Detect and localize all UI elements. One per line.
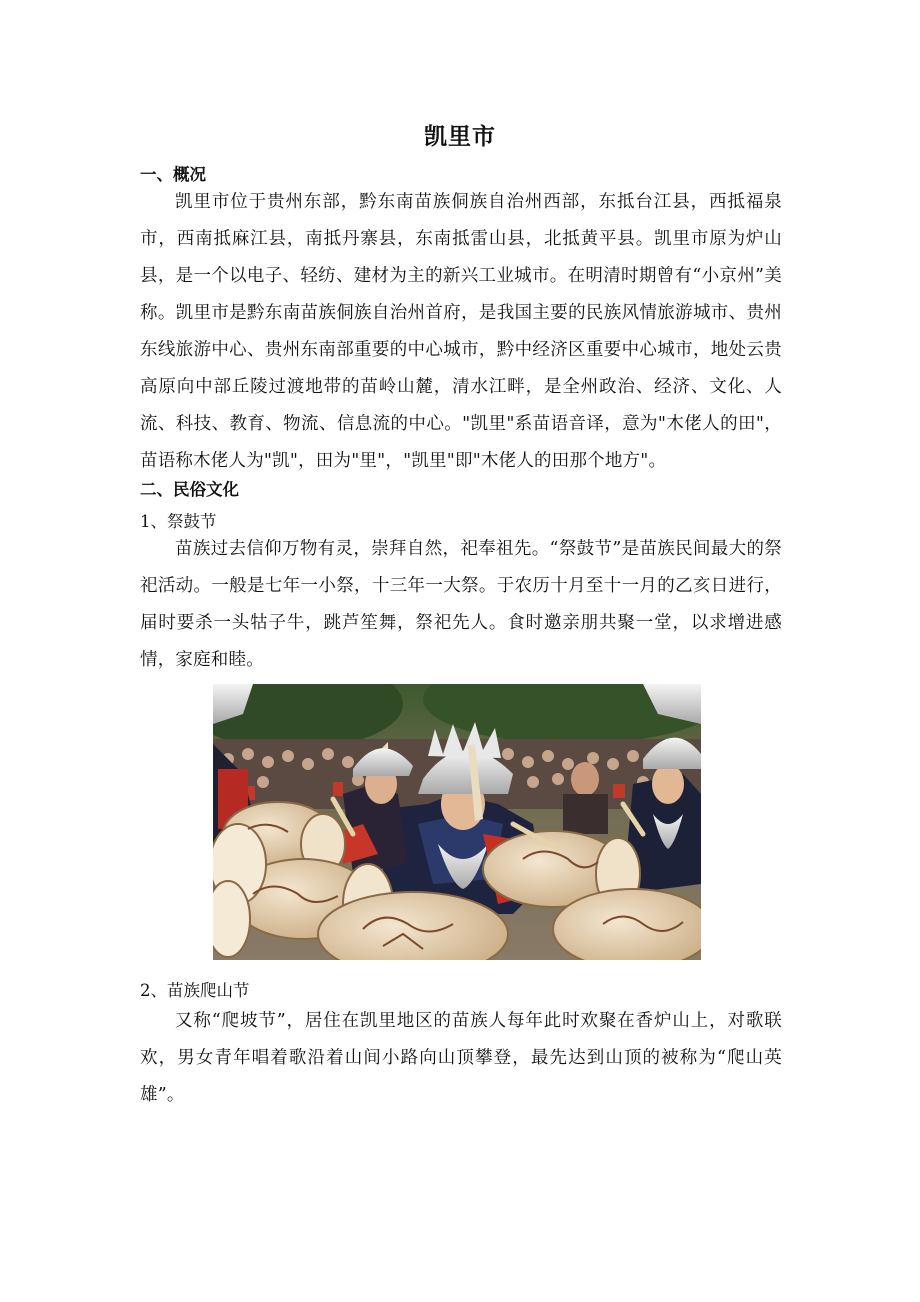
subheading-climbing-festival: 2、苗族爬山节 bbox=[140, 981, 250, 1000]
overview-paragraph: 凯里市位于贵州东部，黔东南苗族侗族自治州西部，东抵台江县，西抵福泉市，西南抵麻江县，南抵丹寨县，东南抵雷山县，北抵黄平县。凯里市原为炉山县，是一个以电子、轻纺、建材为主的新兴工业城市。在明清时期曾有“小京州”美称。凯里市是黔东南苗族侗族自治州首府，是我国主要的民族风情旅游城市、贵州东线旅游中心、贵州东南部重要的中心城市，黔中经济区重要中心城市，地处云贵高原向中部丘陵过渡地带的苗岭山麓，清水江畔，是全州政治、经济、文化、人流、科技、教育、物流、信息流的中心。"凯里"系苗语音译，意为"木佬人的田"，苗语称木佬人为"凯"，田为"里"，"凯里"即"木佬人的田那个地方"。 bbox=[140, 192, 782, 471]
subheading-drum-festival: 1、祭鼓节 bbox=[140, 512, 217, 531]
section-heading-overview: 一、概况 bbox=[140, 165, 206, 184]
page-title: 凯里市 bbox=[424, 124, 496, 150]
climbing-festival-paragraph: 又称“爬坡节”，居住在凯里地区的苗族人每年此时欢聚在香炉山上，对歌联欢，男女青年唱着歌沿着山间小路向山顶攀登，最先达到山顶的被称为“爬山英雄”。 bbox=[140, 1011, 782, 1105]
drum-festival-photo bbox=[213, 684, 701, 960]
drum-festival-paragraph: 苗族过去信仰万物有灵，崇拜自然，祀奉祖先。“祭鼓节”是苗族民间最大的祭祀活动。一般是七年一小祭，十三年一大祭。于农历十月至十一月的乙亥日进行，届时要杀一头牯子牛，跳芦笙舞，祭祀先人。食时邀亲朋共聚一堂，以求增进感情，家庭和睦。 bbox=[140, 539, 782, 670]
section-heading-folk-culture: 二、民俗文化 bbox=[140, 480, 239, 499]
